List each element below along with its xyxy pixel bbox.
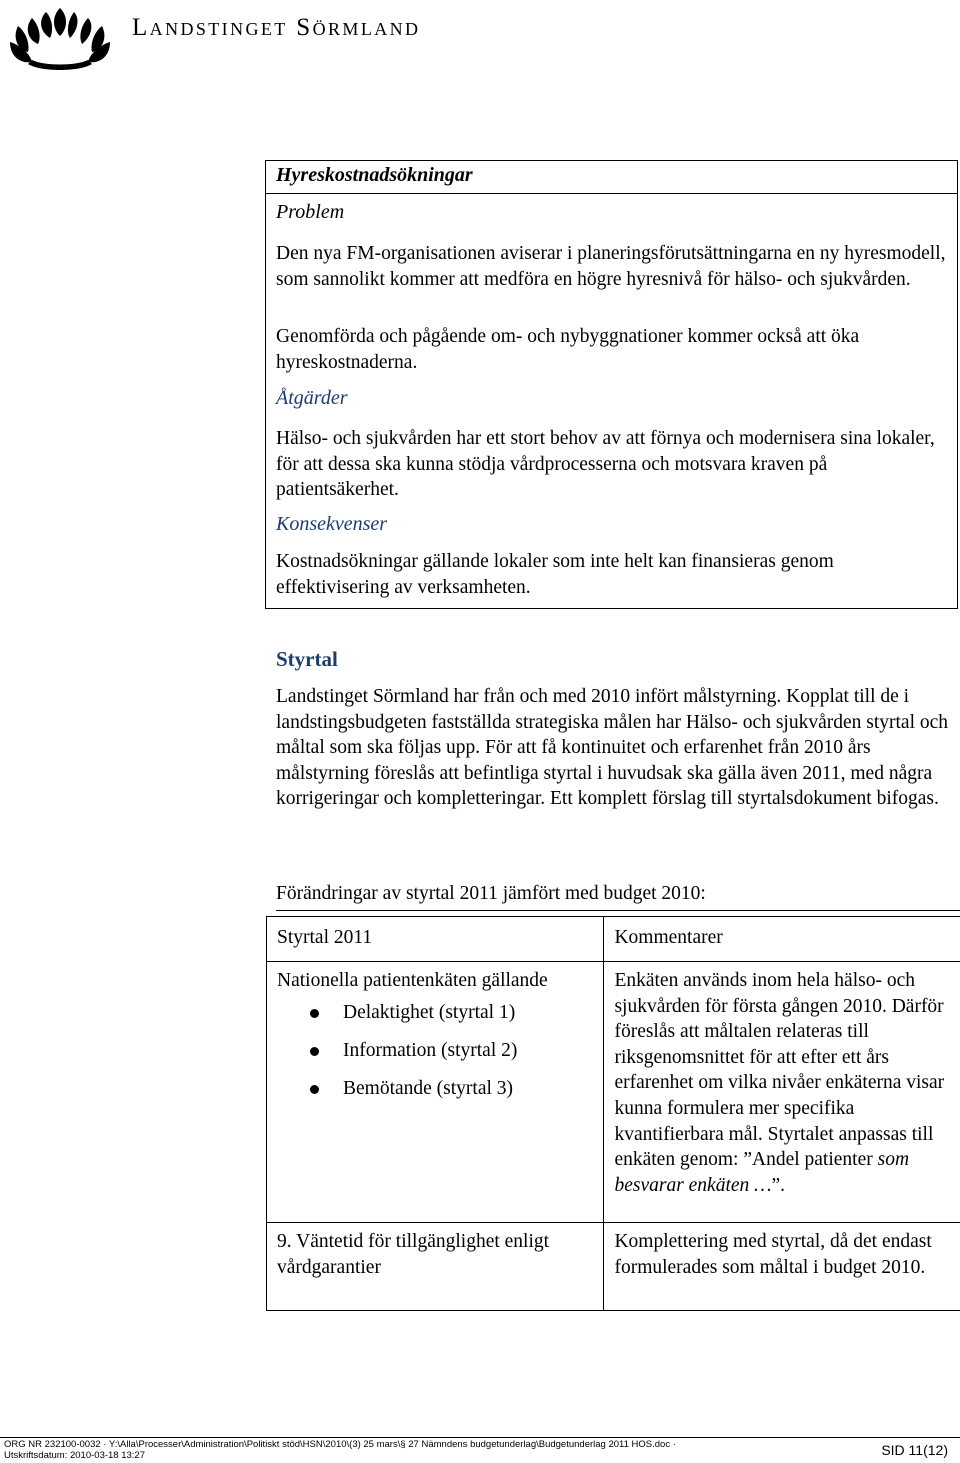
- styrtal-lead: Nationella patientenkäten gällande: [277, 970, 548, 991]
- konsekvenser-label: Konsekvenser: [276, 513, 388, 535]
- crown-wreath-icon: [8, 2, 112, 74]
- problem-paragraph-1: Den nya FM-organisationen aviserar i planeringsförutsättningarna en ny hyresmodell, som sannolikt kommer att medföra en högre hyresnivå för hälso- och sjukvården.: [276, 243, 946, 290]
- changes-heading-rule: [276, 910, 960, 911]
- comment-cell: [604, 962, 960, 1223]
- col-header-styrtal: Styrtal 2011: [267, 917, 604, 962]
- footer-path-line-1: ORG NR 232100-0032 · Y:\Alla\Processer\Administration\Politiskt stöd\HSN\2010\(3) 25 mars\§ 27 Nämndens budgetunderlag\Budgetunderlag 2011 HOS.doc ·: [4, 1439, 676, 1450]
- atgarder-paragraph: Hälso- och sjukvården har ett stort behov av att förnya och modernisera sina lokaler, för att dessa ska kunna stödja vårdprocesserna och motsvara kraven på patientsäkerhet.: [276, 428, 935, 501]
- atgarder-label: Åtgärder: [276, 387, 348, 409]
- comment-italic-text: som besvarar enkäten …: [614, 1149, 910, 1196]
- box-title-divider: [266, 193, 957, 194]
- list-item: Delaktighet (styrtal 1): [343, 1000, 593, 1026]
- footer-rule: [0, 1437, 960, 1438]
- table-header-row: [267, 917, 960, 962]
- footer-path: [4, 1439, 874, 1461]
- styrtal-paragraph: Landstinget Sörmland har från och med 2010 infört målstyrning. Kopplat till de i landstingsbudgeten fastställda strategiska målen har Hälso- och sjukvården styrtal och måltal som ska följas upp. För att få kontinuitet och erfarenhet från 2010 års målstyrning föreslås att befintliga styrtal i huvudsak ska gälla även 2011, med några korrigeringar och kompletteringar. Ett komplett förslag till styrtalsdokument bifogas.: [276, 686, 949, 810]
- hyreskostnad-box: [265, 160, 958, 609]
- comment-text-end: ”.: [771, 1174, 786, 1196]
- styrtal-cell: [267, 962, 604, 1223]
- styrtal-bullet-list: [277, 1000, 593, 1102]
- org-name: Landstinget Sörmland: [132, 14, 421, 41]
- footer-print-date: Utskriftsdatum: 2010-03-18 13:27: [4, 1450, 145, 1461]
- changes-table: [266, 916, 960, 1311]
- changes-heading: Förändringar av styrtal 2011 jämfört med budget 2010:: [276, 883, 706, 904]
- page-number: SID 11(12): [881, 1442, 948, 1458]
- table-row: [267, 962, 960, 1223]
- problem-label: Problem: [276, 201, 345, 223]
- list-item: Information (styrtal 2): [343, 1038, 593, 1064]
- comment-text: Enkäten används inom hela hälso- och sjukvården för första gången 2010. Därför föreslås att måltalen relateras till riksgenomsnittet för att efter ett års erfarenhet om vilka nivåer enkäterna visar kunna formulera mer specifika kvantifierbara mål. Styrtalet anpassas till enkäten genom: ”Andel patienter: [614, 970, 945, 1171]
- list-item: Bemötande (styrtal 3): [343, 1076, 593, 1102]
- box-title: Hyreskostnadsökningar: [276, 164, 473, 186]
- problem-paragraph-2: Genomförda och pågående om- och nybyggnationer kommer också att öka hyreskostnaderna.: [276, 326, 860, 373]
- col-header-kommentarer: Kommentarer: [604, 917, 960, 962]
- comment-cell: Komplettering med styrtal, då det endast formulerades som måltal i budget 2010.: [604, 1223, 960, 1311]
- table-row: [267, 1223, 960, 1311]
- konsekvenser-paragraph: Kostnadsökningar gällande lokaler som inte helt kan finansieras genom effektivisering av verksamheten.: [276, 551, 834, 598]
- styrtal-heading: Styrtal: [276, 647, 338, 671]
- styrtal-cell: 9. Väntetid för tillgänglighet enligt vårdgarantier: [267, 1223, 604, 1311]
